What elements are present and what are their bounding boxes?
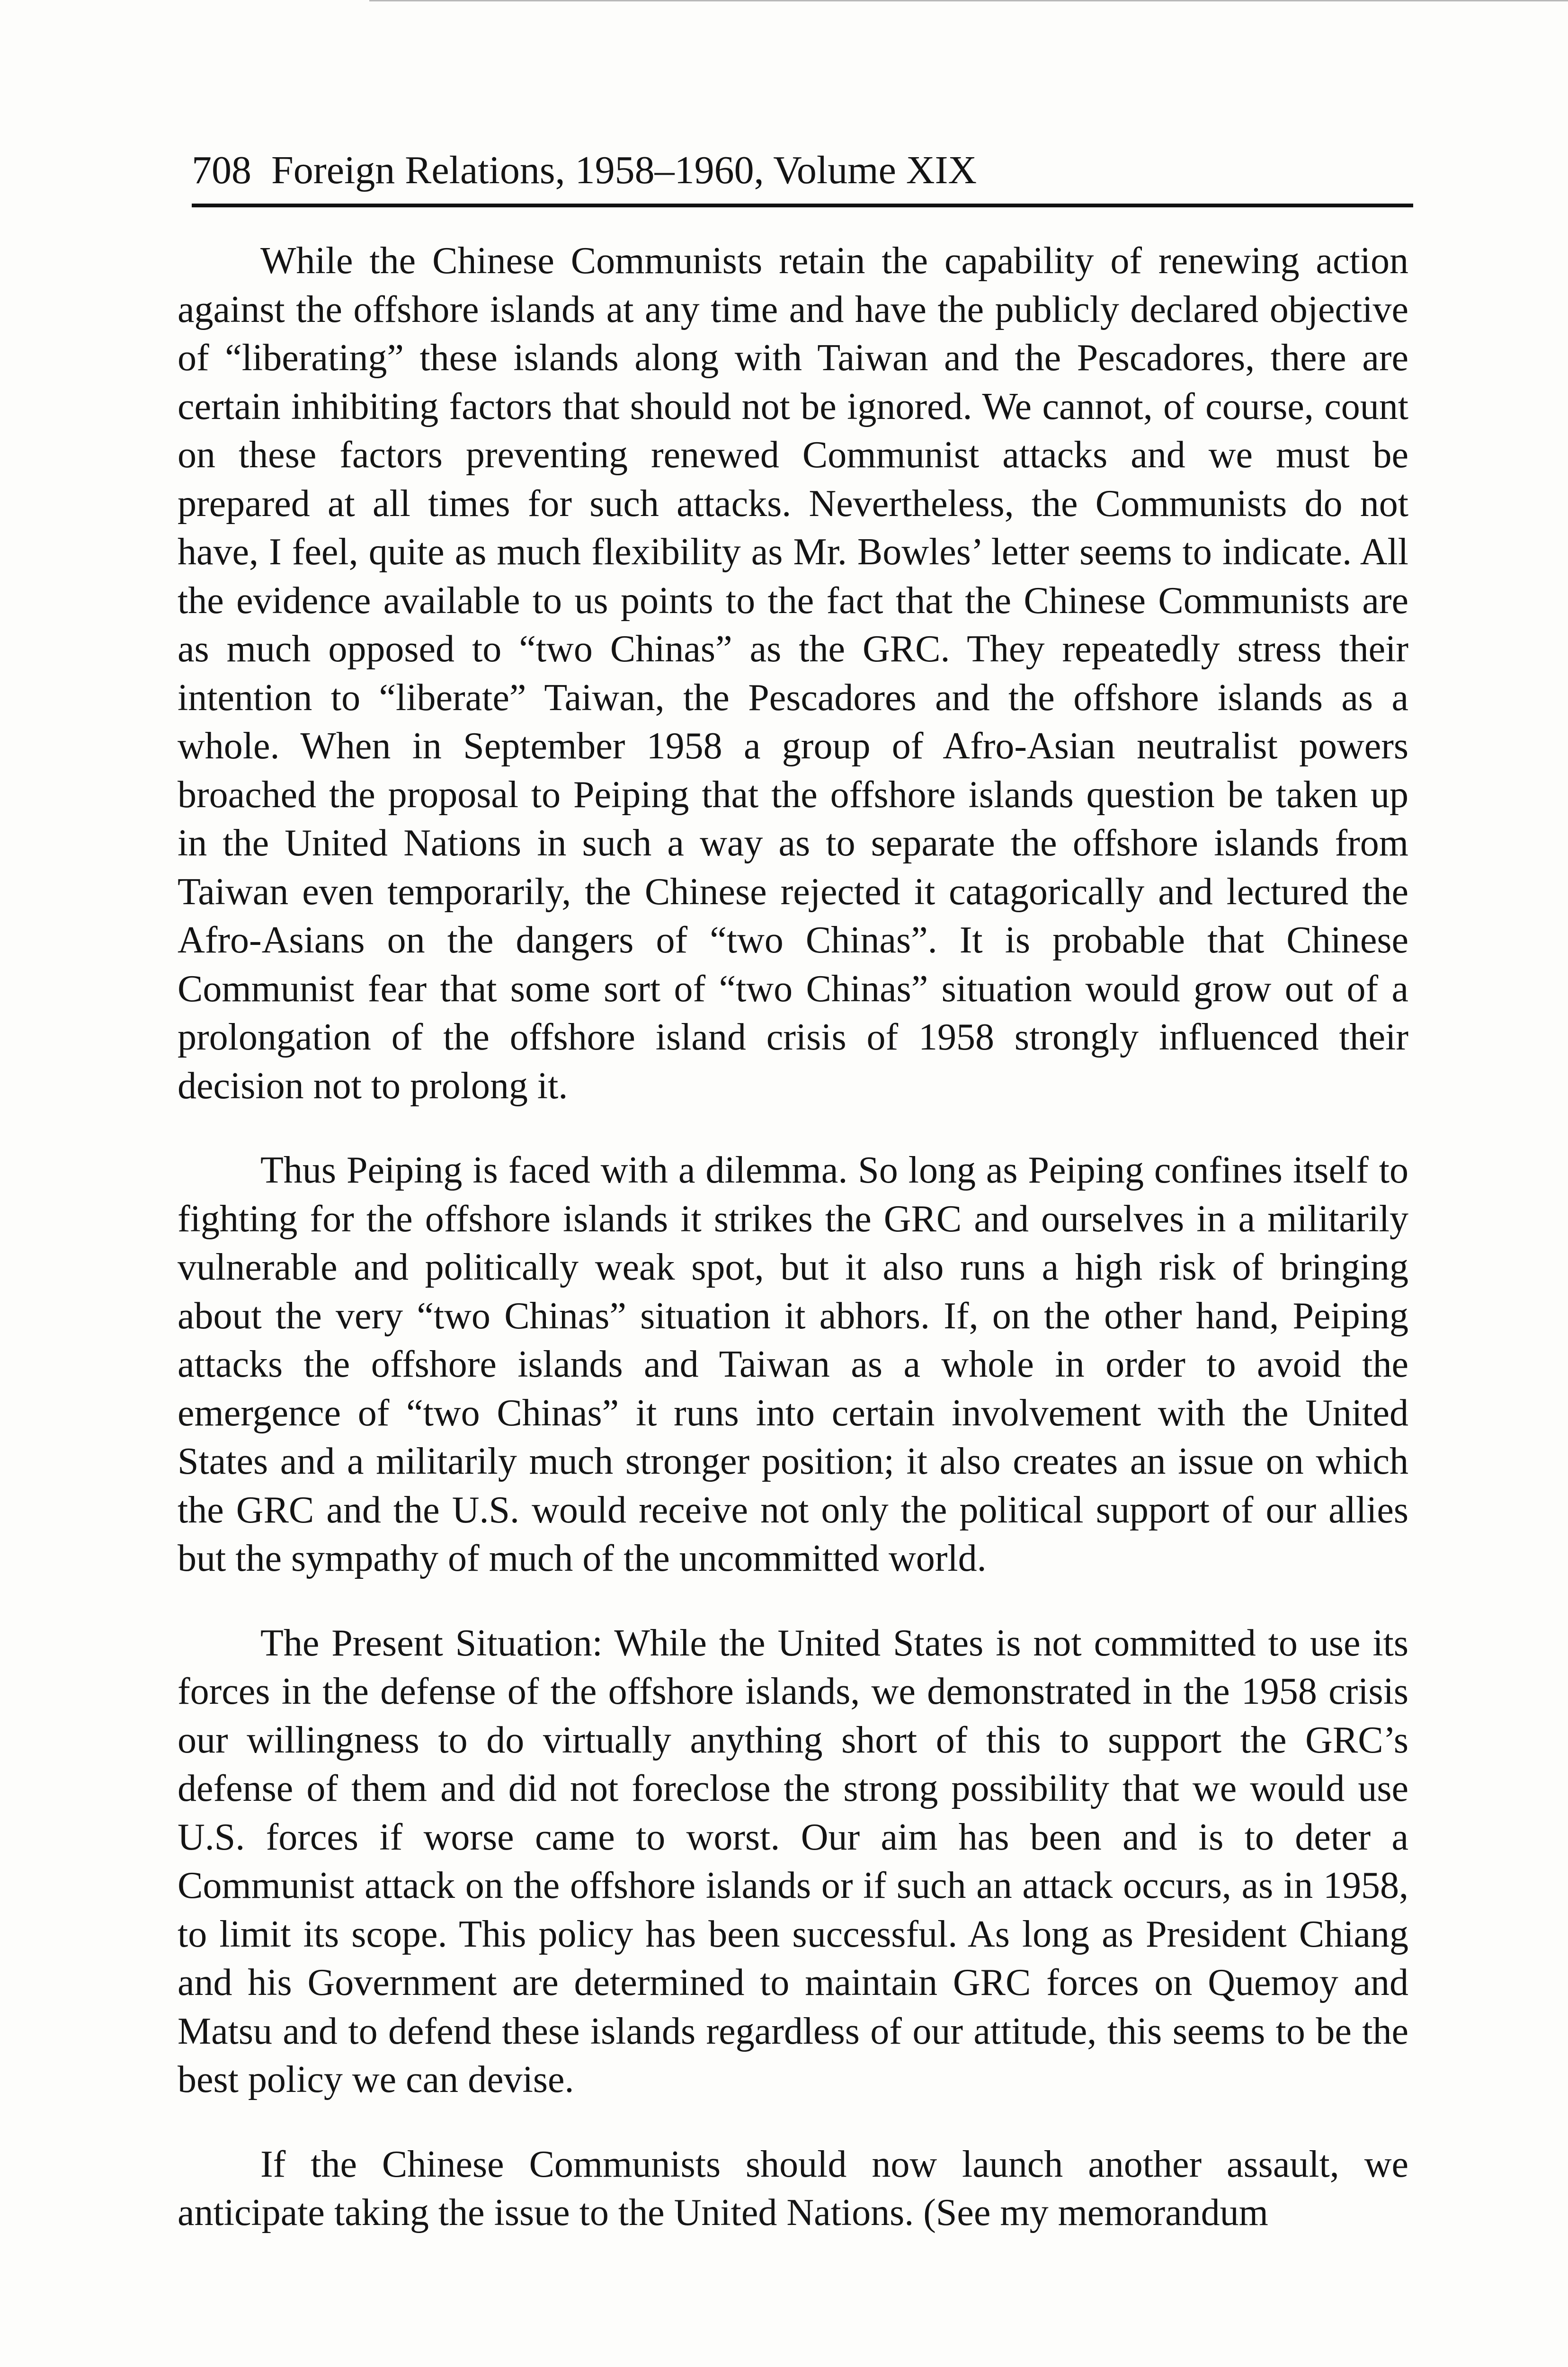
running-head-title: Foreign Relations, 1958–1960, Volume XIX [271, 148, 977, 192]
body-text [178, 237, 1408, 2237]
header-rule [192, 204, 1413, 207]
scan-top-edge-line [369, 0, 1568, 1]
paragraph-inhibiting-factors: While the Chinese Communists retain the capability of renewing action against the offshore islands at any time and have the publicly declared objective of “liberating” these islands along with Taiwan and the Pescadores, there are certain inhibiting factors that should not be ignored. We cannot, of course, count on these factors preventing renewed Communist attacks and we must be prepared at all times for such attacks. Nevertheless, the Communists do not have, I feel, quite as much flexibility as Mr. Bowles’ letter seems to indicate. All the evidence available to us points to the fact that the Chinese Communists are as much opposed to “two Chinas” as the GRC. They repeatedly stress their intention to “liberate” Taiwan, the Pescadores and the offshore islands as a whole. When in September 1958 a group of Afro-Asian neutralist powers broached the proposal to Peiping that the offshore islands question be taken up in the United Nations in such a way as to separate the offshore islands from Taiwan even temporarily, the Chinese rejected it catagorically and lectured the Afro-Asians on the dangers of “two Chinas”. It is probable that Chinese Communist fear that some sort of “two Chinas” situation would grow out of a prolongation of the offshore island crisis of 1958 strongly influenced their decision not to prolong it. [178, 240, 1408, 1107]
running-head [192, 144, 1413, 196]
paragraph-present-situation: The Present Situation: While the United States is not committed to use its forces in the defense of the offshore islands, we demonstrated in the 1958 crisis our willingness to do virtually anything short of this to support the GRC’s defense of them and did not foreclose the strong possibility that we would use U.S. forces if worse came to worst. Our aim has been and is to deter a Communist attack on the offshore islands or if such an attack occurs, as in 1958, to limit its scope. This policy has been successful. As long as President Chiang and his Government are determined to maintain GRC forces on Quemoy and Matsu and to defend these islands regardless of our attitude, this seems to be the best policy we can devise. [178, 1622, 1408, 2100]
page-number: 708 [192, 148, 251, 192]
paragraph-united-nations: If the Chinese Communists should now launch another assault, we anticipate taking the issue to the United Nations. (See my memorandum [178, 2143, 1408, 2234]
paragraph-peiping-dilemma: Thus Peiping is faced with a dilemma. So long as Peiping confines itself to fighting for the offshore islands it strikes the GRC and ourselves in a militarily vulnerable and politically weak spot, but it also runs a high risk of bringing about the very “two Chinas” situation it abhors. If, on the other hand, Peiping attacks the offshore islands and Taiwan as a whole in order to avoid the emergence of “two Chinas” it runs into certain involvement with the United States and a militarily much stronger position; it also creates an issue on which the GRC and the U.S. would receive not only the political support of our allies but the sympathy of much of the uncommitted world. [178, 1149, 1408, 1579]
